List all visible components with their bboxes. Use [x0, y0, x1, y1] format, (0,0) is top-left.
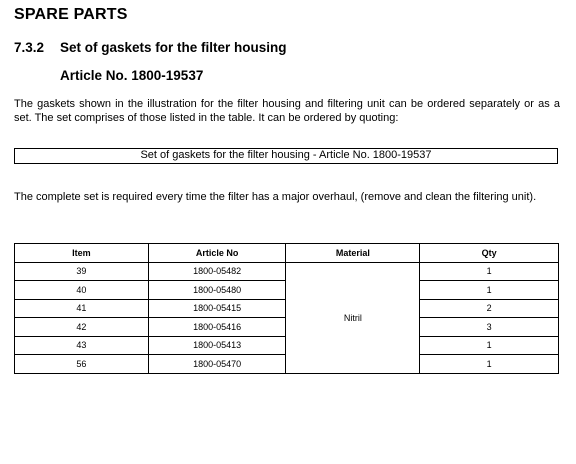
header-material: Material [286, 244, 420, 263]
subsection-title: Set of gaskets for the filter housing [60, 40, 287, 55]
overhaul-paragraph: The complete set is required every time the filter has a major overhaul, (remove and clean the filtering unit). [14, 191, 537, 203]
header-article-no: Article No [148, 244, 286, 263]
header-item: Item [15, 244, 149, 263]
cell-item: 56 [15, 355, 149, 374]
cell-qty: 3 [420, 318, 559, 337]
cell-article-no: 1800-05416 [148, 318, 286, 337]
parts-table [14, 243, 559, 374]
cell-item: 40 [15, 281, 149, 300]
cell-qty: 1 [420, 355, 559, 374]
cell-item: 39 [15, 262, 149, 281]
cell-material: Nitril [286, 262, 420, 373]
cell-item: 41 [15, 299, 149, 318]
cell-article-no: 1800-05480 [148, 281, 286, 300]
cell-qty: 1 [420, 262, 559, 281]
cell-article-no: 1800-05413 [148, 336, 286, 355]
header-qty: Qty [420, 244, 559, 263]
cell-qty: 1 [420, 281, 559, 300]
table-header-row [15, 244, 559, 263]
intro-paragraph: The gaskets shown in the illustration for the filter housing and filtering unit can be ordered separately or as a set. The set comprises of those listed in the table. It can be ordered by quoting: [14, 98, 560, 124]
cell-article-no: 1800-05415 [148, 299, 286, 318]
cell-qty: 2 [420, 299, 559, 318]
cell-item: 42 [15, 318, 149, 337]
article-number-heading: Article No. 1800-19537 [60, 68, 204, 83]
cell-item: 43 [15, 336, 149, 355]
page-title: SPARE PARTS [14, 6, 128, 23]
subsection-number: 7.3.2 [14, 40, 45, 55]
cell-qty: 1 [420, 336, 559, 355]
cell-article-no: 1800-05470 [148, 355, 286, 374]
cell-article-no: 1800-05482 [148, 262, 286, 281]
table-row [15, 262, 559, 281]
order-quote-box: Set of gaskets for the filter housing - Article No. 1800-19537 [14, 148, 558, 164]
